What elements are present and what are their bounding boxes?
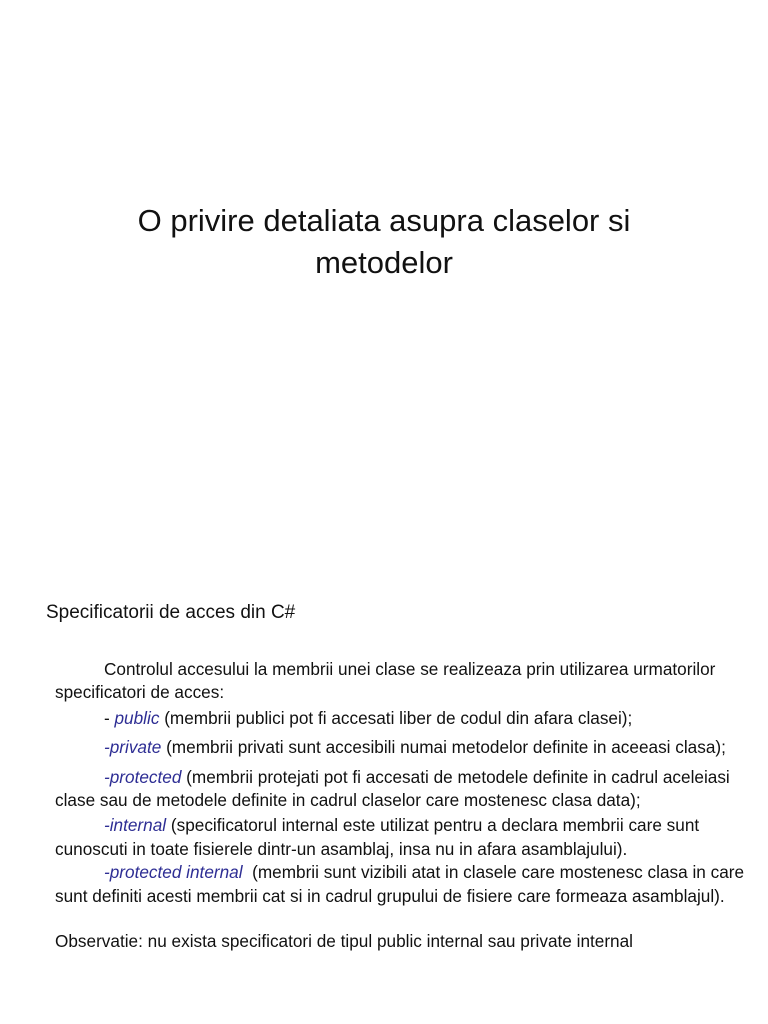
keyword-protected-internal: -protected internal (104, 862, 243, 883)
item-description: (membrii publici pot fi accesati liber de codul din afara clasei); (159, 707, 633, 728)
item-description: (membrii protejati pot fi accesati de metodele definite in cadrul aceleiasi clase sau de metodele definite in cadrul claselor care mostenesc clasa data); (55, 766, 730, 811)
list-item-protected-internal (55, 861, 749, 908)
keyword-protected: -protected (104, 766, 182, 787)
item-prefix: - (104, 707, 115, 728)
title-line-1: O privire detaliata asupra claselor si (137, 203, 631, 238)
list-item-private (55, 736, 745, 759)
list-item-protected (55, 766, 745, 813)
list-item-internal (55, 814, 745, 861)
observation-paragraph: Observatie: nu exista specificatori de tipul public internal sau private internal (55, 931, 633, 952)
list-item-public (55, 707, 745, 730)
keyword-internal: -internal (104, 815, 167, 836)
item-description: (specificatorul internal este utilizat pentru a declara membrii care sunt cunoscuti in toate fisierele dintr-un asamblaj, insa nu in afara asamblajului). (55, 815, 700, 859)
keyword-private: -private (104, 737, 162, 758)
item-description: (membrii sunt vizibili atat in clasele care mostenesc clasa in care sunt definiti acesti membrii cat si in cadrul grupului de fisiere care formeaza asamblajul). (55, 862, 749, 906)
section-heading: Specificatorii de acces din C# (46, 602, 296, 623)
page-title (60, 200, 708, 284)
title-line-2: metodelor (315, 245, 453, 280)
body-text (55, 658, 749, 953)
intro-paragraph: Controlul accesului la membrii unei clase se realizeaza prin utilizarea urmatorilor specificatori de acces: (55, 659, 716, 703)
item-description: (membrii privati sunt accesibili numai metodelor definite in aceeasi clasa); (161, 737, 726, 758)
keyword-public: public (114, 707, 160, 728)
